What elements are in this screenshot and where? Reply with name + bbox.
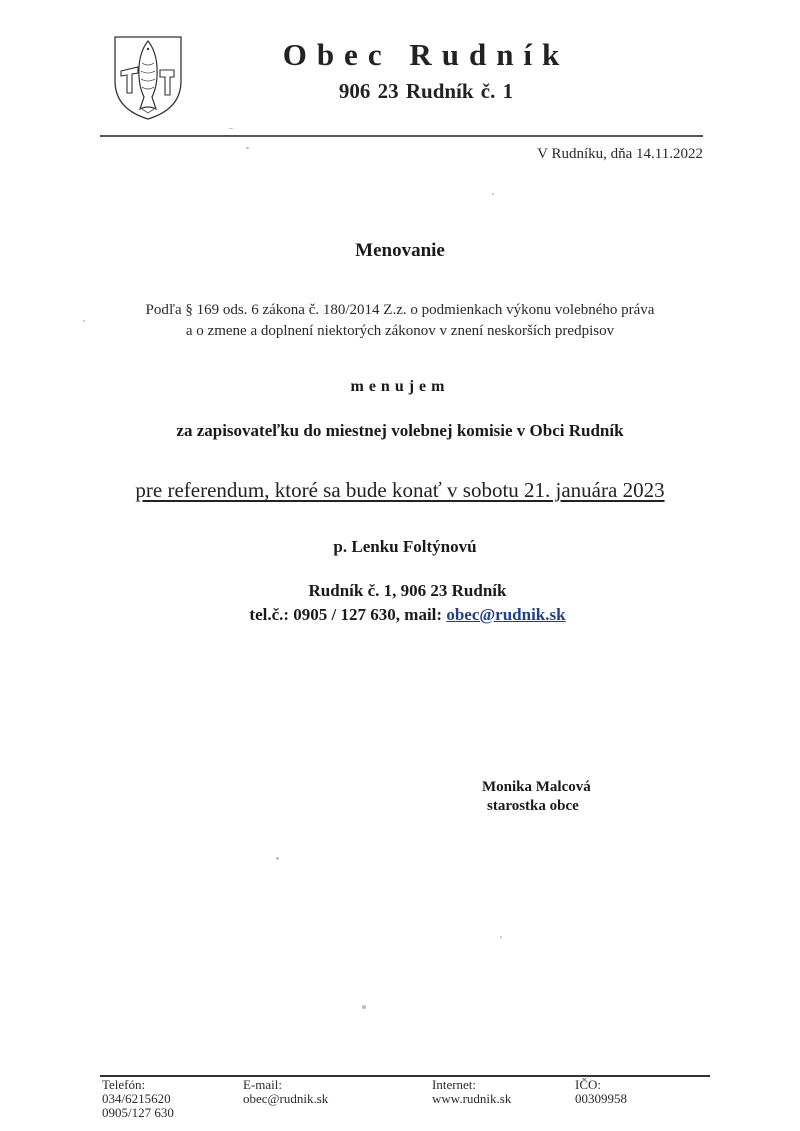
date-line: V Rudníku, dňa 14.11.2022 — [537, 146, 703, 162]
appointee-phone: tel.č.: 0905 / 127 630, mail: — [249, 605, 447, 624]
footer-ico-label: IČO: — [575, 1077, 601, 1092]
appointee-address: Rudník č. 1, 906 23 Rudník — [308, 581, 507, 600]
footer-ico-value: 00309958 — [575, 1091, 627, 1106]
appointee-name: p. Lenku Foltýnovú — [333, 537, 477, 556]
footer-internet — [432, 1078, 511, 1106]
footer-phone-1: 034/6215620 — [102, 1091, 171, 1106]
signer-name: Monika Malcová — [482, 779, 591, 795]
event-line — [0, 478, 800, 503]
header-divider — [100, 135, 703, 137]
appointee-email-link[interactable]: obec@rudnik.sk — [446, 605, 566, 624]
appointed-role: za zapisovateľku do miestnej volebnej komisie v Obci Rudník — [176, 421, 624, 440]
footer-phone — [102, 1078, 174, 1120]
footer-email-label: E-mail: — [243, 1077, 282, 1092]
municipality-name: Obec Rudník — [282, 37, 570, 72]
signer-title: starostka obce — [487, 798, 579, 814]
document-title: Menovanie — [355, 240, 445, 261]
footer-phone-2: 0905/127 630 — [102, 1105, 174, 1120]
municipality-address: 906 23 Rudník č. 1 — [338, 79, 514, 103]
footer-divider — [100, 1075, 710, 1077]
footer-website-link[interactable]: www.rudnik.sk — [432, 1091, 512, 1106]
footer-phone-label: Telefón: — [102, 1077, 146, 1092]
legal-basis-line-2: a o zmene a doplnení niektorých zákonov v znení neskorších predpisov — [185, 323, 615, 339]
action-word: menujem — [350, 378, 450, 395]
event-text: pre referendum, ktoré sa bude konať v sobotu 21. januára 2023 — [135, 478, 665, 502]
footer-email-link[interactable]: obec@rudnik.sk — [243, 1091, 329, 1106]
appointee-contact — [0, 605, 800, 625]
legal-basis — [0, 300, 800, 342]
footer-ico — [575, 1078, 627, 1106]
signature-block — [482, 778, 591, 816]
footer-internet-label: Internet: — [432, 1077, 477, 1092]
legal-basis-line-1: Podľa § 169 ods. 6 zákona č. 180/2014 Z.z. o podmienkach výkonu volebného práva — [145, 302, 655, 318]
footer-email — [243, 1078, 328, 1106]
